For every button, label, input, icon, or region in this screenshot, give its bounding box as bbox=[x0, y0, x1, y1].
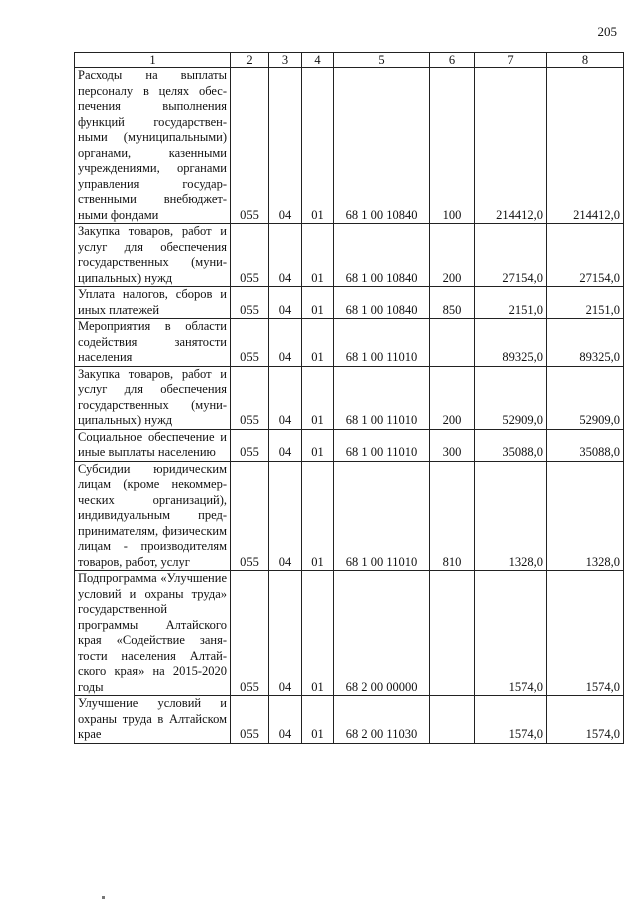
table-row bbox=[75, 696, 624, 744]
table-row bbox=[75, 429, 624, 461]
grbs-code: 055 bbox=[231, 287, 269, 319]
amount-second: 214412,0 bbox=[547, 68, 624, 224]
amount-second: 35088,0 bbox=[547, 429, 624, 461]
grbs-code: 055 bbox=[231, 366, 269, 429]
amount-first: 214412,0 bbox=[475, 68, 547, 224]
target-article-code: 68 2 00 11030 bbox=[334, 696, 430, 744]
subsection-code: 01 bbox=[302, 571, 334, 696]
table-row bbox=[75, 461, 624, 571]
column-header: 2 bbox=[231, 53, 269, 68]
expense-type-code: 850 bbox=[430, 287, 475, 319]
row-description: Социальное обеспечение и иные выплаты населению bbox=[75, 429, 231, 461]
target-article-code: 68 1 00 10840 bbox=[334, 224, 430, 287]
subsection-code: 01 bbox=[302, 319, 334, 367]
section-code: 04 bbox=[269, 571, 302, 696]
grbs-code: 055 bbox=[231, 429, 269, 461]
column-header: 3 bbox=[269, 53, 302, 68]
target-article-code: 68 1 00 11010 bbox=[334, 366, 430, 429]
column-header: 1 bbox=[75, 53, 231, 68]
section-code: 04 bbox=[269, 224, 302, 287]
amount-first: 1574,0 bbox=[475, 696, 547, 744]
grbs-code: 055 bbox=[231, 319, 269, 367]
expense-type-code bbox=[430, 571, 475, 696]
row-description: Субсидии юридическим лицам (кроме некоммерческих организаций), индивидуальным предпринимателям, физическим лицам - производителям товаров, работ, услуг bbox=[75, 461, 231, 571]
amount-second: 2151,0 bbox=[547, 287, 624, 319]
target-article-code: 68 1 00 11010 bbox=[334, 461, 430, 571]
section-code: 04 bbox=[269, 319, 302, 367]
target-article-code: 68 1 00 10840 bbox=[334, 68, 430, 224]
target-article-code: 68 1 00 11010 bbox=[334, 429, 430, 461]
subsection-code: 01 bbox=[302, 366, 334, 429]
amount-second: 89325,0 bbox=[547, 319, 624, 367]
amount-second: 52909,0 bbox=[547, 366, 624, 429]
subsection-code: 01 bbox=[302, 287, 334, 319]
amount-first: 27154,0 bbox=[475, 224, 547, 287]
amount-first: 1574,0 bbox=[475, 571, 547, 696]
expense-type-code: 300 bbox=[430, 429, 475, 461]
target-article-code: 68 1 00 10840 bbox=[334, 287, 430, 319]
row-description: Закупка товаров, работ и услуг для обеспечения государственных (муниципальных) нужд bbox=[75, 224, 231, 287]
column-header: 4 bbox=[302, 53, 334, 68]
amount-first: 2151,0 bbox=[475, 287, 547, 319]
amount-second: 1328,0 bbox=[547, 461, 624, 571]
budget-table bbox=[74, 52, 624, 744]
section-code: 04 bbox=[269, 461, 302, 571]
subsection-code: 01 bbox=[302, 461, 334, 571]
amount-first: 1328,0 bbox=[475, 461, 547, 571]
expense-type-code: 100 bbox=[430, 68, 475, 224]
column-header: 8 bbox=[547, 53, 624, 68]
grbs-code: 055 bbox=[231, 68, 269, 224]
column-header: 7 bbox=[475, 53, 547, 68]
amount-first: 89325,0 bbox=[475, 319, 547, 367]
grbs-code: 055 bbox=[231, 696, 269, 744]
header-row bbox=[75, 53, 624, 68]
row-description: Мероприятия в области содействия занятости населения bbox=[75, 319, 231, 367]
row-description: Расходы на выплаты персоналу в целях обеспечения выполнения функций государственными (муниципальными) органами, казенными учреждениями, органами управления государственными внебюджетными фондами bbox=[75, 68, 231, 224]
row-description: Закупка товаров, работ и услуг для обеспечения государственных (муниципальных) нужд bbox=[75, 366, 231, 429]
subsection-code: 01 bbox=[302, 68, 334, 224]
section-code: 04 bbox=[269, 429, 302, 461]
amount-first: 52909,0 bbox=[475, 366, 547, 429]
subsection-code: 01 bbox=[302, 429, 334, 461]
table-row bbox=[75, 319, 624, 367]
section-code: 04 bbox=[269, 696, 302, 744]
grbs-code: 055 bbox=[231, 461, 269, 571]
column-header: 6 bbox=[430, 53, 475, 68]
page-number: 205 bbox=[597, 24, 617, 39]
grbs-code: 055 bbox=[231, 224, 269, 287]
scan-mark bbox=[102, 896, 105, 899]
expense-type-code: 810 bbox=[430, 461, 475, 571]
section-code: 04 bbox=[269, 287, 302, 319]
section-code: 04 bbox=[269, 68, 302, 224]
table-row bbox=[75, 287, 624, 319]
column-header: 5 bbox=[334, 53, 430, 68]
subsection-code: 01 bbox=[302, 696, 334, 744]
expense-type-code: 200 bbox=[430, 224, 475, 287]
table-row bbox=[75, 68, 624, 224]
grbs-code: 055 bbox=[231, 571, 269, 696]
subsection-code: 01 bbox=[302, 224, 334, 287]
expense-type-code bbox=[430, 696, 475, 744]
expense-type-code bbox=[430, 319, 475, 367]
table-row bbox=[75, 366, 624, 429]
target-article-code: 68 1 00 11010 bbox=[334, 319, 430, 367]
expense-type-code: 200 bbox=[430, 366, 475, 429]
table-row bbox=[75, 224, 624, 287]
row-description: Подпрограмма «Улучшение условий и охраны труда» государственной программы Алтайского края «Содействие занятости населения Алтайского края» на 2015-2020 годы bbox=[75, 571, 231, 696]
amount-second: 27154,0 bbox=[547, 224, 624, 287]
row-description: Улучшение условий и охраны труда в Алтайском крае bbox=[75, 696, 231, 744]
amount-second: 1574,0 bbox=[547, 571, 624, 696]
row-description: Уплата налогов, сборов и иных платежей bbox=[75, 287, 231, 319]
table-row bbox=[75, 571, 624, 696]
section-code: 04 bbox=[269, 366, 302, 429]
target-article-code: 68 2 00 00000 bbox=[334, 571, 430, 696]
amount-second: 1574,0 bbox=[547, 696, 624, 744]
amount-first: 35088,0 bbox=[475, 429, 547, 461]
